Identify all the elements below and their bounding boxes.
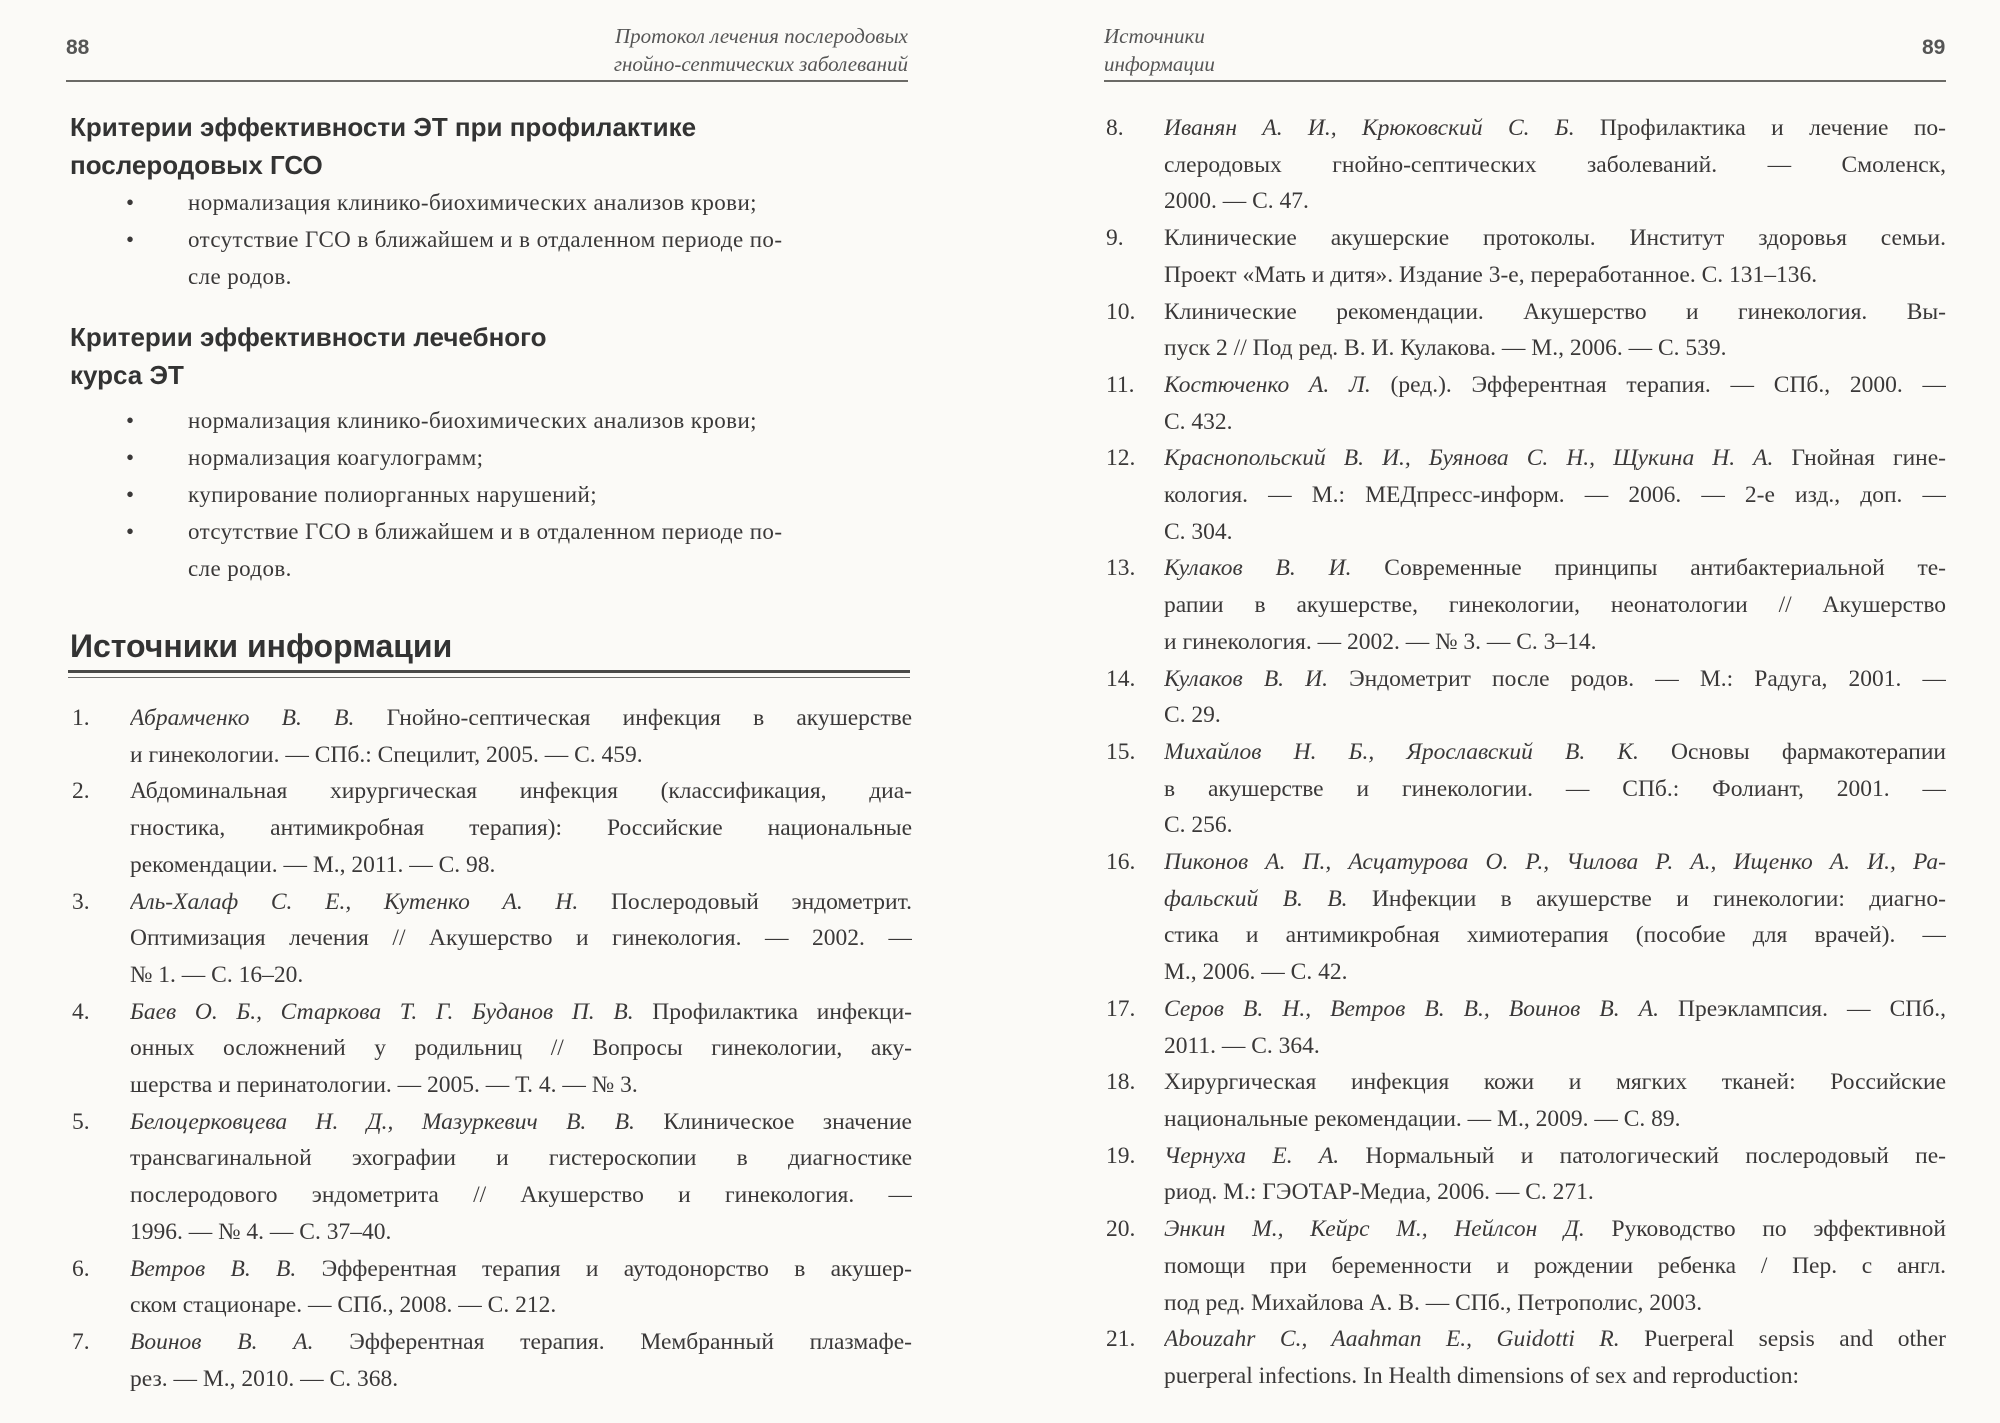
reference-number: 16.	[1106, 849, 1136, 876]
bullet-dot: •	[126, 408, 135, 433]
criteria-prophylaxis-list	[70, 184, 910, 295]
reference-item	[1106, 661, 1946, 734]
reference-authors: Аль-Халаф С. Е., Кутенко А. Н.	[130, 888, 579, 915]
reference-line: помощи при беременности и рождении ребенка / Пер. с англ.	[1164, 1252, 1946, 1279]
reference-line: Клинические акушерские протоколы. Институт здоровья семьи.	[1164, 225, 1946, 252]
reference-list	[1106, 110, 1946, 1395]
reference-line: послеродового эндометрита // Акушерство и гинекология. —	[130, 1182, 912, 1209]
reference-list	[72, 700, 912, 1397]
reference-item	[1106, 220, 1946, 293]
reference-authors: Краснопольский В. И., Буянова С. Н., Щукина Н. А.	[1164, 445, 1774, 472]
reference-line: стика и антимикробная химиотерапия (пособие для врачей). —	[1164, 922, 1946, 949]
reference-line: Абдоминальная хирургическая инфекция (классификация, диа-	[130, 778, 912, 805]
criteria-prophylaxis-title	[70, 108, 830, 184]
reference-item	[1106, 367, 1946, 440]
reference-line: риод. М.: ГЭОТАР-Медиа, 2006. — С. 271.	[1164, 1179, 1594, 1206]
bullet-dot: •	[126, 445, 135, 470]
running-head-line: Протокол лечения послеродовых	[614, 24, 908, 48]
sources-heading: Источники информации	[70, 628, 453, 664]
sources-heading-rule	[68, 677, 910, 678]
reference-line: 1996. — № 4. — С. 37–40.	[130, 1218, 392, 1245]
reference-line: № 1. — С. 16–20.	[130, 961, 304, 988]
reference-authors: Баев О. Б., Старкова Т. Г. Буданов П. В.	[130, 998, 634, 1025]
reference-authors: Иванян А. И., Крюковский С. Б.	[1164, 115, 1575, 141]
reference-item	[1106, 550, 1946, 660]
running-head	[614, 22, 908, 78]
reference-line: 2011. — С. 364.	[1164, 1032, 1320, 1059]
title-line: курса ЭТ	[70, 360, 184, 390]
reference-line: 2000. — С. 47.	[1164, 188, 1309, 215]
reference-number: 6.	[72, 1255, 90, 1282]
reference-line: Краснопольский В. И., Буянова С. Н., Щукина Н. А. Гнойная гине-	[1164, 445, 1946, 472]
header-rule	[1104, 80, 1946, 82]
bullet-line: нормализация коагулограмм;	[188, 445, 484, 470]
reference-number: 11.	[1106, 371, 1135, 398]
reference-authors: Кулаков В. И.	[1164, 665, 1329, 692]
bullet-dot: •	[126, 227, 135, 252]
reference-number: 18.	[1106, 1069, 1136, 1096]
bullet-line: сле родов.	[188, 264, 292, 289]
reference-number: 7.	[72, 1328, 90, 1355]
reference-number: 5.	[72, 1108, 90, 1135]
reference-number: 19.	[1106, 1142, 1136, 1169]
title-line: Критерии эффективности ЭТ при профилактике	[70, 112, 697, 142]
bullet-item	[70, 476, 910, 513]
reference-line: Костюченко А. Л. (ред.). Эфферентная терапия. — СПб., 2000. —	[1164, 371, 1946, 398]
reference-line: ском стационаре. — СПб., 2008. — С. 212.	[130, 1292, 557, 1319]
reference-line: Кулаков В. И. Современные принципы антибактериальной те-	[1164, 555, 1946, 582]
reference-number: 21.	[1106, 1326, 1136, 1353]
reference-number: 14.	[1106, 665, 1136, 692]
reference-line: Клинические рекомендации. Акушерство и гинекология. Вы-	[1164, 298, 1946, 325]
bullet-line: отсутствие ГСО в ближайшем и в отдаленном периоде по-	[188, 227, 783, 252]
reference-line: С. 29.	[1164, 702, 1221, 729]
reference-authors: Пиконов А. П., Асцатурова О. Р., Чилова Р. А., Ищенко А. И., Ра-	[1164, 849, 1946, 876]
bullet-item	[70, 402, 910, 439]
bullet-line: сле родов.	[188, 556, 292, 581]
bullet-dot: •	[126, 482, 135, 507]
running-head-line: информации	[1104, 52, 1215, 76]
reference-number: 9.	[1106, 225, 1124, 252]
reference-line: Серов В. Н., Ветров В. В., Воинов В. А. Преэклампсия. — СПб.,	[1164, 995, 1946, 1022]
reference-item	[1106, 294, 1946, 367]
reference-line: шерства и перинатологии. — 2005. — Т. 4. — № 3.	[130, 1072, 638, 1099]
reference-item	[1106, 1211, 1946, 1321]
reference-item	[72, 1324, 912, 1397]
bullet-item	[70, 221, 910, 295]
reference-line: Оптимизация лечения // Акушерство и гинекология. — 2002. —	[130, 925, 912, 952]
reference-authors: Abouzahr C., Aaahman E., Guidotti R.	[1164, 1326, 1620, 1353]
reference-line: Кулаков В. И. Эндометрит после родов. — М.: Радуга, 2001. —	[1164, 665, 1946, 692]
reference-authors: Кулаков В. И.	[1164, 555, 1352, 582]
reference-number: 3.	[72, 888, 90, 915]
reference-line: Хирургическая инфекция кожи и мягких тканей: Российские	[1164, 1069, 1946, 1096]
bullet-text	[188, 476, 910, 513]
reference-item	[1106, 1138, 1946, 1211]
running-head-line: Источники	[1104, 24, 1205, 48]
reference-line: слеродовых гнойно-септических заболеваний. — Смоленск,	[1164, 151, 1946, 178]
reference-item	[1106, 991, 1946, 1064]
reference-item	[72, 1251, 912, 1324]
bullet-line: отсутствие ГСО в ближайшем и в отдаленном периоде по-	[188, 519, 783, 544]
reference-item	[1106, 734, 1946, 844]
bullet-text	[188, 402, 910, 439]
reference-line: Аль-Халаф С. Е., Кутенко А. Н. Послеродовый эндометрит.	[130, 888, 912, 915]
title-line: послеродовых ГСО	[70, 150, 323, 180]
bullet-text	[188, 439, 910, 476]
reference-line	[1164, 844, 1946, 881]
reference-number: 2.	[72, 778, 90, 805]
reference-line: онных осложнений у родильниц // Вопросы гинекологии, аку-	[130, 1035, 912, 1062]
bullet-text	[188, 184, 910, 221]
running-head-line: гнойно-септических заболеваний	[613, 52, 908, 76]
reference-line: Проект «Мать и дитя». Издание 3-е, переработанное. С. 131–136.	[1164, 261, 1818, 288]
reference-item	[1106, 440, 1946, 550]
bullet-text	[188, 221, 910, 295]
reference-line: фальский В. В. Инфекции в акушерстве и гинекологии: диагно-	[1164, 885, 1946, 912]
reference-authors: Ветров В. В.	[130, 1255, 297, 1282]
reference-number: 12.	[1106, 445, 1136, 472]
reference-number: 4.	[72, 998, 90, 1025]
reference-line: С. 256.	[1164, 812, 1233, 839]
reference-authors: Воинов В. А.	[130, 1328, 314, 1355]
reference-line: Белоцерковцева Н. Д., Мазуркевич В. В. Клиническое значение	[130, 1108, 912, 1135]
reference-number: 20.	[1106, 1216, 1136, 1243]
reference-item	[72, 1104, 912, 1251]
reference-line: Энкин М., Кейрс М., Нейлсон Д. Руководство по эффективной	[1164, 1216, 1946, 1243]
reference-line: Баев О. Б., Старкова Т. Г. Буданов П. В. Профилактика инфекци-	[130, 998, 912, 1025]
reference-authors: Чернуха Е. А.	[1164, 1142, 1340, 1169]
reference-authors: Михайлов Н. Б., Ярославский В. К.	[1164, 738, 1639, 765]
bullet-item	[70, 184, 910, 221]
bullet-item	[70, 439, 910, 476]
page-number: 88	[66, 36, 90, 59]
reference-line: под ред. Михайлова А. В. — СПб., Петрополис, 2003.	[1164, 1289, 1703, 1316]
page-number: 89	[1922, 36, 1946, 59]
reference-number: 1.	[72, 705, 90, 731]
title-line: Критерии эффективности лечебного	[70, 322, 547, 352]
reference-number: 10.	[1106, 298, 1136, 325]
reference-line: Воинов В. А. Эфферентная терапия. Мембранный плазмафе-	[130, 1328, 912, 1355]
reference-item	[72, 700, 912, 773]
reference-number: 13.	[1106, 555, 1136, 582]
bullet-line: нормализация клинико-биохимических анализов крови;	[188, 408, 757, 433]
reference-line: и гинекологии. — СПб.: Специлит, 2005. — С. 459.	[130, 741, 643, 768]
reference-line: Abouzahr C., Aaahman E., Guidotti R. Puerperal sepsis and other	[1164, 1326, 1946, 1353]
reference-line: пуск 2 // Под ред. В. И. Кулакова. — М., 2006. — С. 539.	[1164, 335, 1727, 362]
reference-authors: Серов В. Н., Ветров В. В., Воинов В. А.	[1164, 995, 1659, 1022]
reference-line: М., 2006. — С. 42.	[1164, 959, 1348, 986]
reference-line: в акушерстве и гинекологии. — СПб.: Фолиант, 2001. —	[1164, 775, 1946, 802]
bullet-line: нормализация клинико-биохимических анализов крови;	[188, 190, 757, 215]
reference-line: рекомендации. — М., 2011. — С. 98.	[130, 851, 496, 878]
reference-item	[1106, 844, 1946, 991]
sources-heading-rule	[68, 670, 910, 673]
bullet-dot: •	[126, 519, 135, 544]
reference-authors: Белоцерковцева Н. Д., Мазуркевич В. В.	[130, 1108, 635, 1135]
bullet-text	[188, 513, 910, 587]
reference-item	[72, 994, 912, 1104]
reference-authors: Костюченко А. Л.	[1164, 371, 1371, 398]
reference-line: Михайлов Н. Б., Ярославский В. К. Основы фармакотерапии	[1164, 738, 1946, 765]
bullet-item	[70, 513, 910, 587]
reference-line: Абрамченко В. В. Гнойно-септическая инфекция в акушерстве	[130, 705, 912, 731]
reference-item	[72, 884, 912, 994]
reference-line: рез. — М., 2010. — С. 368.	[130, 1365, 399, 1392]
reference-line: национальные рекомендации. — М., 2009. — С. 89.	[1164, 1105, 1681, 1132]
reference-line: кология. — М.: МЕДпресс-информ. — 2006. — 2-е изд., доп. —	[1164, 482, 1946, 509]
reference-line: Ветров В. В. Эфферентная терапия и аутодонорство в акушер-	[130, 1255, 912, 1282]
reference-item	[1106, 1321, 1946, 1394]
reference-line: Чернуха Е. А. Нормальный и патологический послеродовый пе-	[1164, 1142, 1946, 1169]
reference-line: рапии в акушерстве, гинекологии, неонатологии // Акушерство	[1164, 592, 1946, 619]
header-rule	[66, 80, 908, 82]
reference-line: гностика, антимикробная терапия): Российские национальные	[130, 815, 912, 842]
right-page	[1000, 0, 2000, 1423]
criteria-treatment-title	[70, 318, 830, 394]
reference-item	[72, 773, 912, 883]
reference-number: 15.	[1106, 738, 1136, 765]
reference-line: С. 304.	[1164, 518, 1233, 545]
running-head	[1104, 22, 1215, 78]
reference-line: puerperal infections. In Health dimensions of sex and reproduction:	[1164, 1362, 1799, 1389]
reference-authors: Абрамченко В. В.	[130, 705, 355, 731]
reference-number: 17.	[1106, 995, 1136, 1022]
bullet-line: купирование полиорганных нарушений;	[188, 482, 598, 507]
reference-item	[1106, 1064, 1946, 1137]
reference-line: Иванян А. И., Крюковский С. Б. Профилактика и лечение по-	[1164, 115, 1946, 141]
reference-number: 8.	[1106, 115, 1124, 141]
reference-authors: Энкин М., Кейрс М., Нейлсон Д.	[1164, 1216, 1585, 1243]
reference-authors: фальский В. В.	[1164, 885, 1348, 912]
reference-line: трансвагинальной эхографии и гистероскопии в диагностике	[130, 1145, 912, 1172]
reference-line: и гинекология. — 2002. — № 3. — С. 3–14.	[1164, 628, 1597, 655]
reference-item	[1106, 110, 1946, 220]
bullet-dot: •	[126, 190, 135, 215]
reference-line: С. 432.	[1164, 408, 1233, 435]
criteria-treatment-list	[70, 402, 910, 587]
